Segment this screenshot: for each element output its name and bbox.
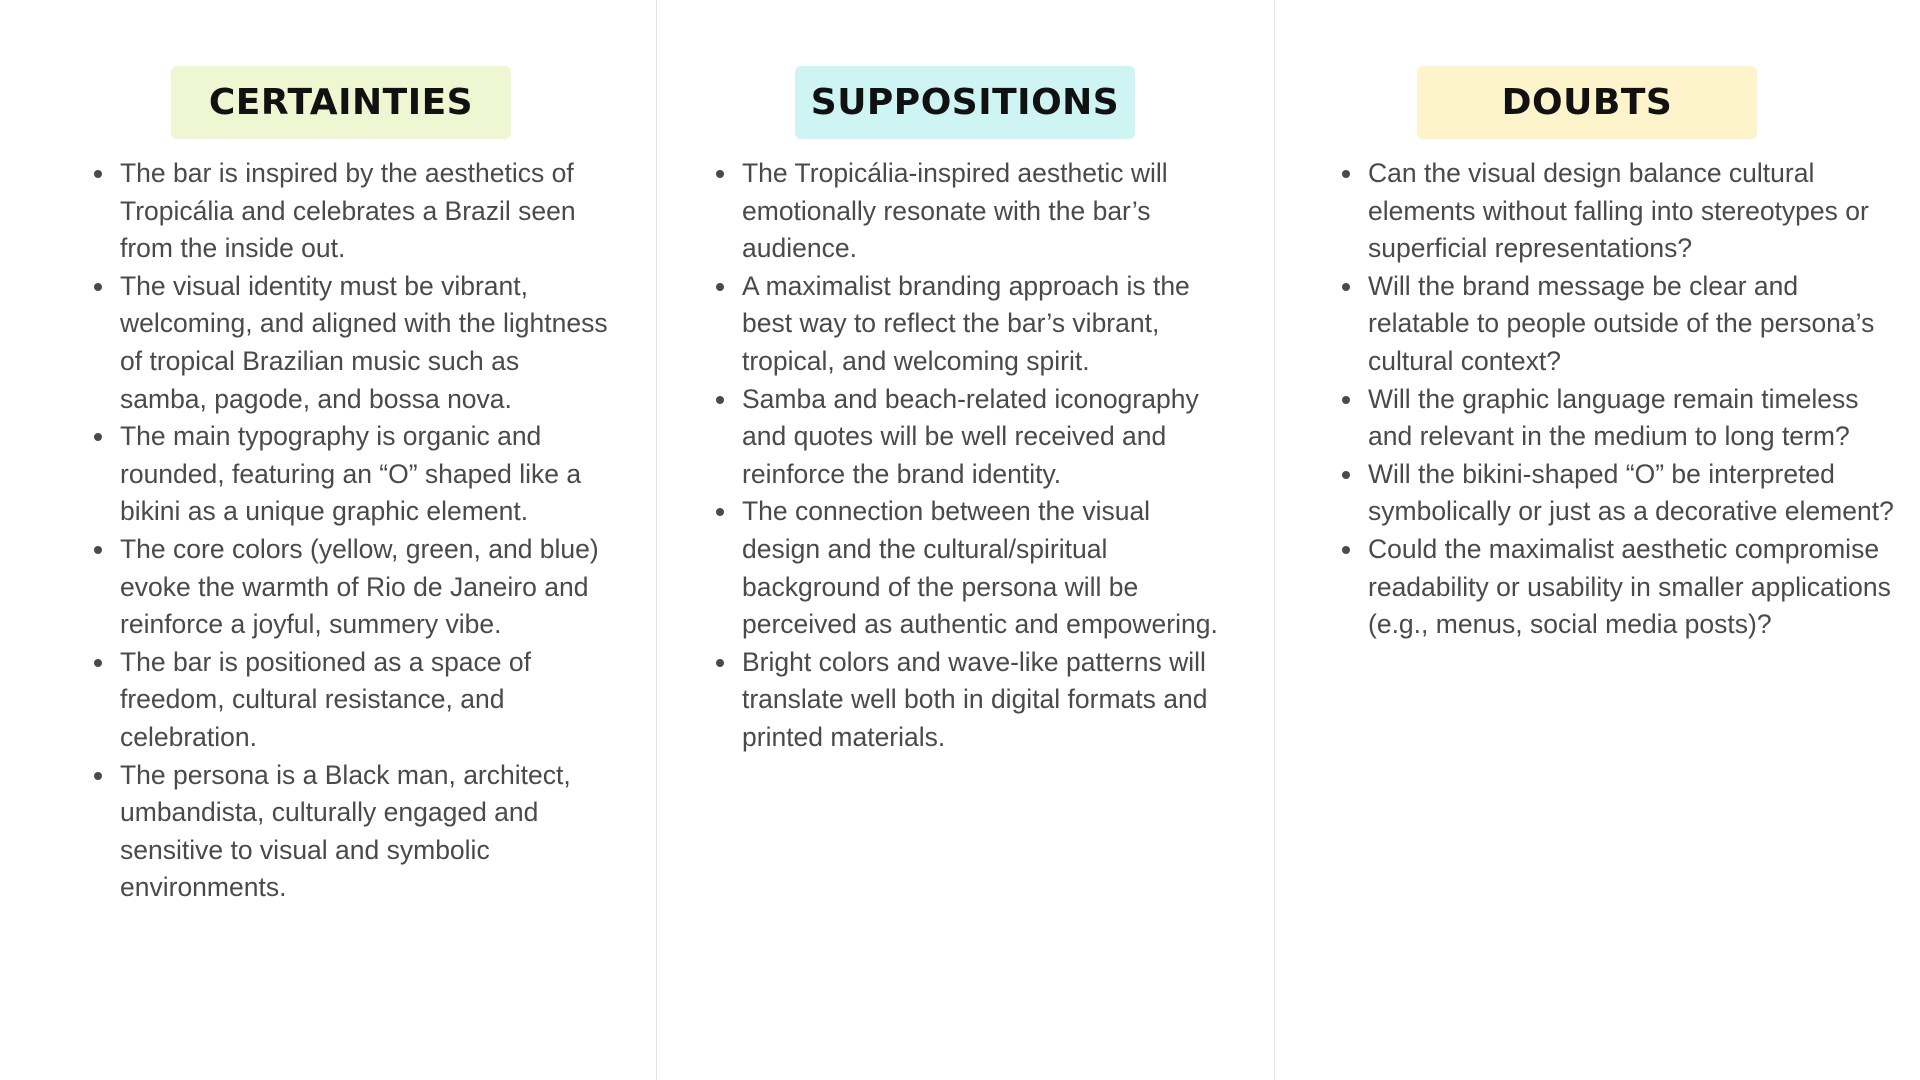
- list-item: A maximalist branding approach is the best way to reflect the bar’s vibrant, tropical, and welcoming spirit.: [714, 268, 1234, 381]
- list-item: The visual identity must be vibrant, welcoming, and aligned with the lightness of tropical Brazilian music such as samba, pagode, and bossa nova.: [92, 268, 612, 418]
- suppositions-header: SUPPOSITIONS: [795, 66, 1135, 139]
- list-item: Samba and beach-related iconography and quotes will be well received and reinforce the brand identity.: [714, 381, 1234, 494]
- list-item: The bar is positioned as a space of freedom, cultural resistance, and celebration.: [92, 644, 612, 757]
- list-item: The connection between the visual design and the cultural/spiritual background of the persona will be perceived as authentic and empowering.: [714, 493, 1234, 643]
- list-item: Can the visual design balance cultural elements without falling into stereotypes or superficial representations?: [1340, 155, 1900, 268]
- certainties-list: [92, 155, 612, 907]
- list-item: Will the bikini-shaped “O” be interpreted symbolically or just as a decorative element?: [1340, 456, 1900, 531]
- list-item: The persona is a Black man, architect, umbandista, culturally engaged and sensitive to visual and symbolic environments.: [92, 757, 612, 907]
- list-item: Will the graphic language remain timeless and relevant in the medium to long term?: [1340, 381, 1900, 456]
- certainties-column: [0, 0, 656, 1080]
- doubts-column: [1274, 0, 1920, 1080]
- doubts-header: DOUBTS: [1417, 66, 1757, 139]
- list-item: The bar is inspired by the aesthetics of Tropicália and celebrates a Brazil seen from the inside out.: [92, 155, 612, 268]
- list-item: Bright colors and wave-like patterns will translate well both in digital formats and printed materials.: [714, 644, 1234, 757]
- list-item: Could the maximalist aesthetic compromise readability or usability in smaller applications (e.g., menus, social media posts)?: [1340, 531, 1900, 644]
- doubts-list: [1340, 155, 1900, 644]
- certainties-header: CERTAINTIES: [171, 66, 511, 139]
- list-item: The core colors (yellow, green, and blue) evoke the warmth of Rio de Janeiro and reinforce a joyful, summery vibe.: [92, 531, 612, 644]
- suppositions-column: [656, 0, 1274, 1080]
- list-item: Will the brand message be clear and relatable to people outside of the persona’s cultural context?: [1340, 268, 1900, 381]
- list-item: The main typography is organic and rounded, featuring an “O” shaped like a bikini as a unique graphic element.: [92, 418, 612, 531]
- suppositions-list: [714, 155, 1234, 757]
- list-item: The Tropicália-inspired aesthetic will emotionally resonate with the bar’s audience.: [714, 155, 1234, 268]
